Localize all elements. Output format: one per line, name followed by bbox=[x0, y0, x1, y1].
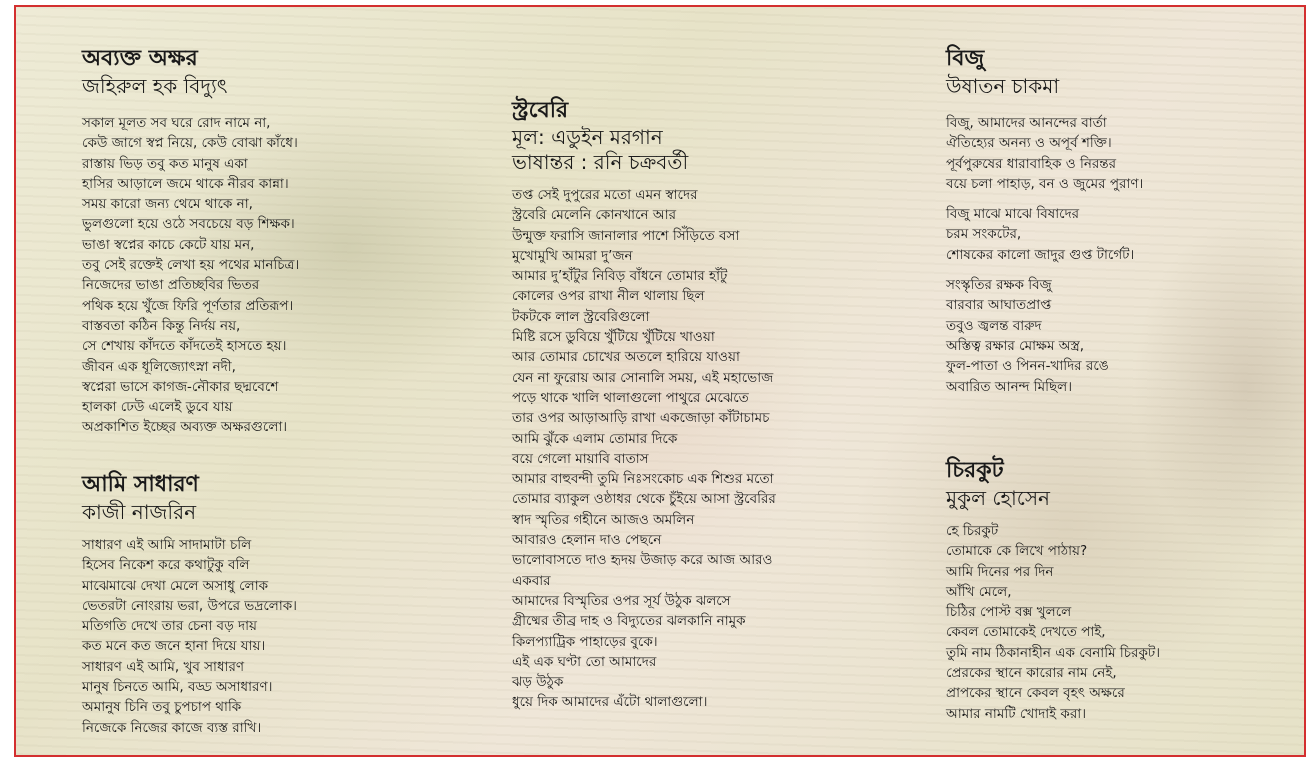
poem-line: আঁখি মেলে, bbox=[946, 583, 1012, 600]
poem-body bbox=[512, 185, 776, 713]
poem-line: সাধারণ এই আমি সাদামাটা চলি bbox=[82, 537, 252, 553]
poem-line: চিঠির পোস্ট বক্স খুললে bbox=[946, 604, 1072, 621]
poem-line: অপ্রকাশিত ইচ্ছের অব্যক্ত অক্ষরগুলো। bbox=[82, 419, 288, 436]
poem-line: বাস্তবতা কঠিন কিন্তু নির্দয় নয়, bbox=[82, 317, 241, 334]
poem-line: অস্তিত্ব রক্ষার মোক্ষম অস্ত্র, bbox=[946, 337, 1085, 354]
poem-line: আমার বাহুবন্দী তুমি নিঃসংকোচ এক শিশুর মতো bbox=[512, 471, 774, 488]
poem-stanza bbox=[946, 275, 1143, 397]
poem-line: নিজেকে নিজের কাজে ব্যস্ত রাখি। bbox=[82, 719, 262, 736]
poem-title: স্ট্রবেরি bbox=[512, 98, 569, 123]
poem-line: উন্মুক্ত ফরাসি জানালার পাশে সিঁড়িতে বসা bbox=[512, 227, 740, 244]
poem-translator: ভাষান্তর : রনি চক্রবর্তী bbox=[512, 150, 689, 174]
poem-line: শোষকের কালো জাদুর গুপ্ত টার্গেট। bbox=[946, 246, 1135, 263]
poem-line: সংস্কৃতির রক্ষক বিজু bbox=[946, 277, 1052, 294]
poem-line: স্বাদ স্মৃতির গহীনে আজও অমলিন bbox=[512, 511, 695, 528]
poem-line: হাসির আড়ালে জমে থাকে নীরব কান্না। bbox=[82, 175, 289, 192]
poem-line: তার ওপর আড়াআড়ি রাখা একজোড়া কাঁটাচামচ bbox=[512, 410, 770, 427]
poem-line: রাস্তায় ভিড় তবু কত মানুষ একা bbox=[82, 155, 248, 172]
poem-line: তপ্ত সেই দুপুরের মতো এমন স্বাদের bbox=[512, 187, 698, 203]
poem-line: প্রাপকের স্থানে কেবল বৃহৎ অক্ষরে bbox=[946, 685, 1125, 702]
poem-line: অমানুষ চিনি তবু চুপচাপ থাকি bbox=[82, 699, 242, 716]
poem-line: স্বপ্নেরা ভাসে কাগজ-নৌকার ছদ্মবেশে bbox=[82, 378, 279, 395]
poem-title: আমি সাধারণ bbox=[82, 472, 199, 497]
poem-line: একবার bbox=[512, 572, 551, 589]
poem-body bbox=[82, 535, 297, 738]
poem-line: কেবল তোমাকেই দেখতে পাই, bbox=[946, 624, 1106, 641]
poem-line: হালকা ঢেউ এলেই ডুবে যায় bbox=[82, 399, 233, 416]
poem-line: পড়ে থাকে খালি থালাগুলো পাথুরে মেঝেতে bbox=[512, 389, 749, 406]
poem-line: কোলের ওপর রাখা নীল থালায় ছিল bbox=[512, 288, 705, 305]
poem-line: কত মনে কত জনে হানা দিয়ে যায়। bbox=[82, 638, 266, 655]
poem-line: স্ট্রবেরি মেলেনি কোনখানে আর bbox=[512, 207, 677, 224]
poem-line: আমার নামটি খোদাই করা। bbox=[946, 705, 1087, 722]
poem-line: আবারও হেলান দাও পেছনে bbox=[512, 532, 662, 549]
poem-line: আমি ঝুঁকে এলাম তোমার দিকে bbox=[512, 430, 678, 447]
poem-author: উষাতন চাকমা bbox=[946, 74, 1060, 98]
poem-title: অব্যক্ত অক্ষর bbox=[82, 46, 198, 71]
poem-line: বয়ে গেলো মায়াবি বাতাস bbox=[512, 450, 649, 467]
poem-line: যেন না ফুরোয় আর সোনালি সময়, এই মহাভোজ bbox=[512, 369, 774, 386]
poem-line: ফুল-পাতা ও পিনন-খাদির রঙে bbox=[946, 358, 1109, 375]
poem-line: মাঝেমাঝে দেখা মেলে অসাধু লোক bbox=[82, 577, 269, 594]
poem-line: ভুলগুলো হয়ে ওঠে সবচেয়ে বড় শিক্ষক। bbox=[82, 216, 295, 233]
poem-line: বয়ে চলা পাহাড়, বন ও জুমের পুরাণ। bbox=[946, 175, 1144, 192]
page-spread bbox=[14, 5, 1306, 757]
poem-line: কেউ জাগে স্বপ্ন নিয়ে, কেউ বোঝা কাঁধে। bbox=[82, 135, 298, 152]
poem-line: তবু সেই রক্তেই লেখা হয় পথের মানচিত্র। bbox=[82, 257, 300, 274]
poem-line: আমার দু’হাঁটুর নিবিড় বাঁধনে তোমার হাঁটু bbox=[512, 268, 728, 285]
poem-body bbox=[946, 521, 1160, 724]
poem-body bbox=[946, 113, 1143, 397]
poem-line: চরম সংকটের, bbox=[946, 226, 1022, 243]
poem-line: নিজেদের ভাঙা প্রতিচ্ছবির ভিতর bbox=[82, 277, 260, 294]
poem-line: ভাঙা স্বপ্নের কাচে কেটে যায় মন, bbox=[82, 236, 255, 253]
poem-line: জীবন এক ধূলিজ্যোৎস্না নদী, bbox=[82, 358, 236, 375]
poem-chirkut bbox=[946, 457, 1160, 724]
edge-mark bbox=[1304, 37, 1306, 85]
poem-stanza bbox=[946, 204, 1143, 265]
poem-line: গ্রীষ্মের তীব্র দাহ ও বিদ্যুতের ঝলকানি নামুক bbox=[512, 613, 746, 630]
poem-line: অবারিত আনন্দ মিছিল। bbox=[946, 378, 1073, 395]
poem-line: মুখোমুখি আমরা দু’জন bbox=[512, 247, 633, 264]
poem-line: ঝড় উঠুক bbox=[512, 674, 564, 691]
poem-line: তোমাকে কে লিখে পাঠায়? bbox=[946, 543, 1088, 560]
poem-line: কিলপ্যাট্রিক পাহাড়ের বুকে। bbox=[512, 633, 658, 650]
poem-line: বারবার আঘাতপ্রাপ্ত bbox=[946, 297, 1052, 314]
poem-line: প্রেরকের স্থানে কারোর নাম নেই, bbox=[946, 665, 1117, 682]
poem-title: বিজু bbox=[946, 46, 985, 71]
poem-line: মানুষ চিনতে আমি, বড্ড অসাধারণ। bbox=[82, 679, 273, 696]
poem-title: চিরকুট bbox=[946, 458, 1004, 483]
poem-line: ধুয়ে দিক আমাদের এঁটো থালাগুলো। bbox=[512, 694, 708, 711]
poem-line: তোমার ব্যাকুল ওষ্ঠাধর থেকে চুঁইয়ে আসা স্ট্রবেরির bbox=[512, 491, 776, 508]
poem-ami-sadharon bbox=[82, 471, 297, 738]
poem-obyakto-okkhor bbox=[82, 45, 299, 438]
poem-strawberry bbox=[512, 97, 776, 713]
poem-line: তুমি নাম ঠিকানাহীন এক বেনামি চিরকুট। bbox=[946, 644, 1161, 661]
poem-body bbox=[82, 113, 299, 438]
poem-line: তবুও জ্বলন্ত বারুদ bbox=[946, 317, 1042, 334]
poem-line: আমাদের বিস্মৃতির ওপর সূর্য উঠুক ঝলসে bbox=[512, 592, 731, 609]
poem-line: বিজু মাঝে মাঝে বিষাদের bbox=[946, 206, 1080, 223]
poem-line: সে শেখায় কাঁদতে কাঁদতেই হাসতে হয়। bbox=[82, 338, 287, 355]
poem-line: ভালোবাসতে দাও হৃদয় উজাড় করে আজ আরও bbox=[512, 552, 773, 569]
poem-line: হে চিরকুট bbox=[946, 523, 999, 539]
poem-line: সকাল মূলত সব ঘরে রোদ নামে না, bbox=[82, 115, 271, 131]
poem-line: পূর্বপুরুষের ধারাবাহিক ও নিরন্তর bbox=[946, 155, 1117, 172]
poem-line: আমি দিনের পর দিন bbox=[946, 563, 1054, 580]
poem-line: মিষ্টি রসে ডুবিয়ে খুঁটিয়ে খুঁটিয়ে খাওয়া bbox=[512, 329, 715, 346]
poem-author: কাজী নাজরিন bbox=[82, 500, 197, 524]
poem-line: সাধারণ এই আমি, খুব সাধারণ bbox=[82, 658, 245, 675]
poem-author: জহিরুল হক বিদ্যুৎ bbox=[82, 74, 228, 98]
poem-line: ঐতিহ্যের অনন্য ও অপূর্ব শক্তি। bbox=[946, 135, 1112, 152]
poem-line: সময় কারো জন্য থেমে থাকে না, bbox=[82, 196, 253, 213]
poem-line: টকটকে লাল স্ট্রবেরিগুলো bbox=[512, 308, 650, 325]
poem-line: আর তোমার চোখের অতলে হারিয়ে যাওয়া bbox=[512, 349, 740, 366]
poem-line: বিজু, আমাদের আনন্দের বার্তা bbox=[946, 115, 1107, 131]
poem-line: ভেতরটা নোংরায় ভরা, উপরে ভদ্রলোক। bbox=[82, 597, 298, 614]
poem-line: মতিগতি দেখে তার চেনা বড় দায় bbox=[82, 618, 257, 635]
poem-author: মুকুল হোসেন bbox=[946, 486, 1050, 510]
poem-original-author: মূল: এডুইন মরগান bbox=[512, 125, 663, 149]
poem-line: হিসেব নিকেশ করে কথাটুকু বলি bbox=[82, 557, 250, 574]
poem-line: এই এক ঘণ্টা তো আমাদের bbox=[512, 653, 657, 670]
poem-biju bbox=[946, 45, 1143, 407]
poem-stanza bbox=[946, 113, 1143, 194]
poem-line: পথিক হয়ে খুঁজে ফিরি পূর্ণতার প্রতিরূপ। bbox=[82, 297, 294, 314]
